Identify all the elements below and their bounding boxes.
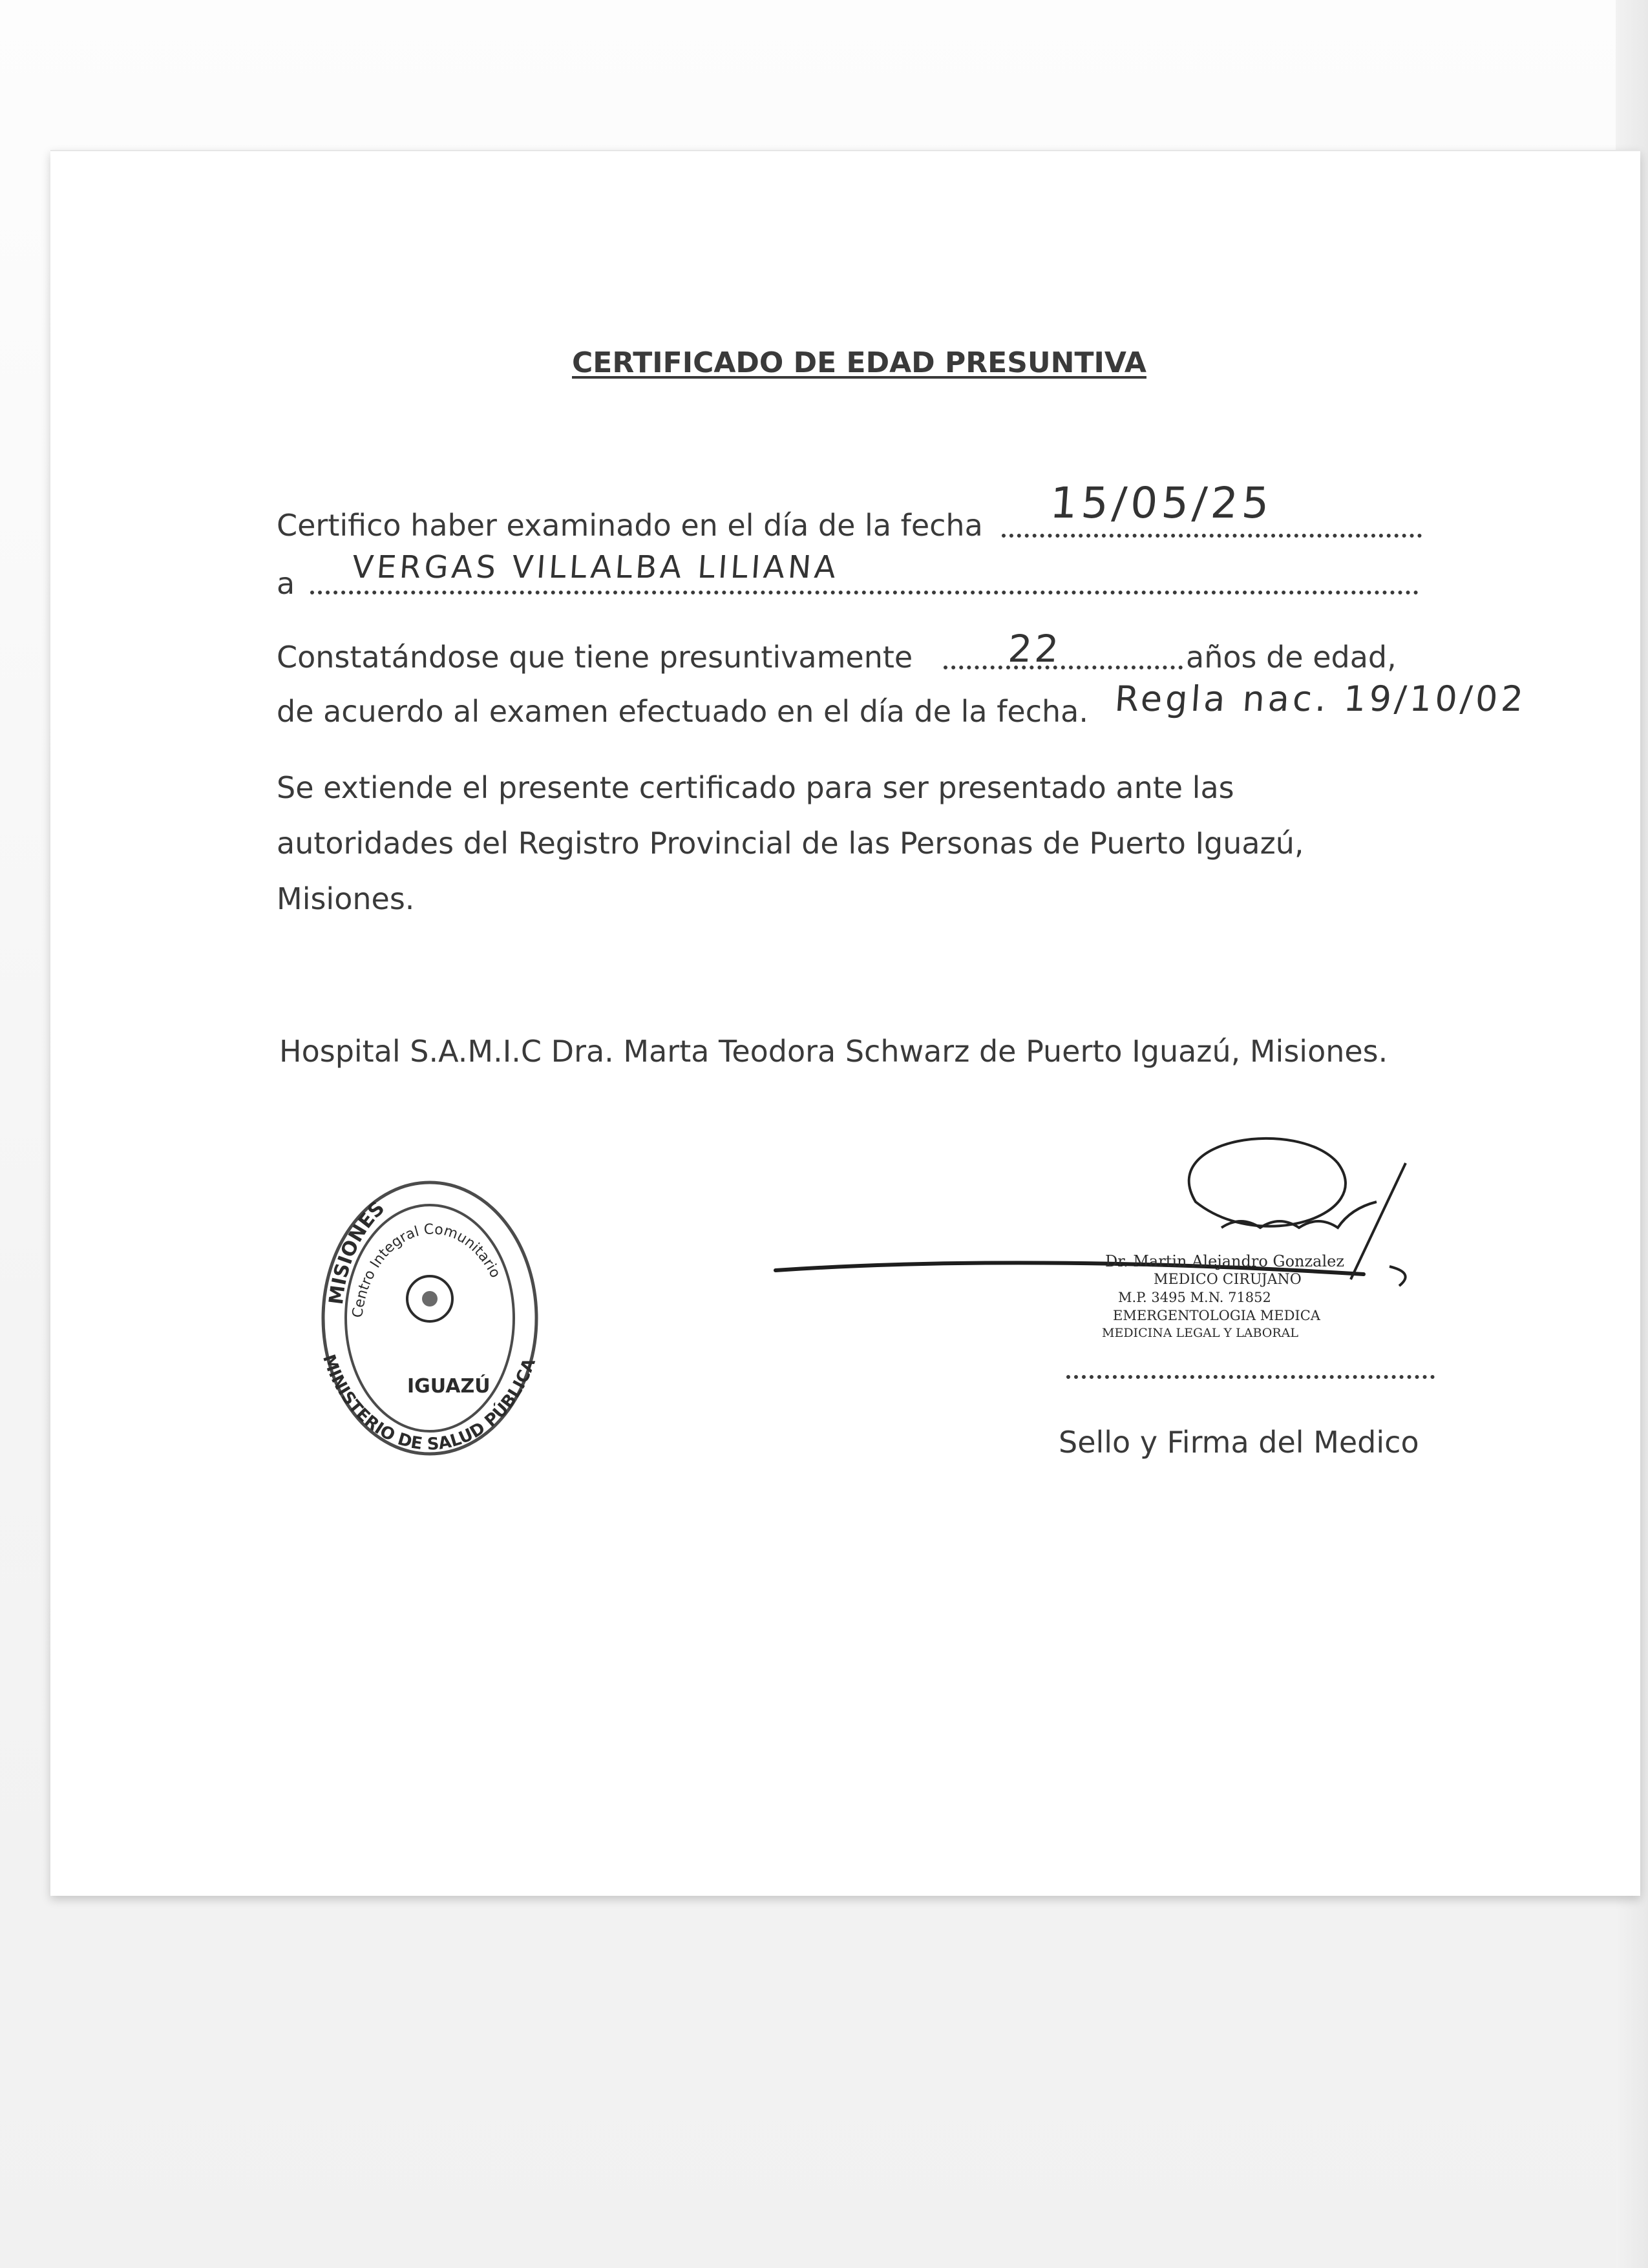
- paragraph-line-1: Se extiende el presente certificado para ser presentado ante las: [277, 770, 1234, 805]
- paragraph-line-2: autoridades del Registro Provincial de las Personas de Puerto Iguazú,: [277, 826, 1304, 861]
- doctor-stamp-title: MEDICO CIRUJANO: [1154, 1272, 1302, 1288]
- examined-date-label: Certifico haber examinado en el día de la fecha: [277, 508, 983, 543]
- doctor-stamp-specialty-2: MEDICINA LEGAL Y LABORAL: [1102, 1326, 1298, 1340]
- stamp-center-text: IGUAZÚ: [407, 1375, 491, 1398]
- patient-prefix: a: [277, 566, 295, 601]
- hospital-name: Hospital S.A.M.I.C Dra. Marta Teodora Schwarz de Puerto Iguazú, Misiones.: [279, 1034, 1388, 1069]
- stamp-outer-top-text: MISIONES: [324, 1197, 390, 1307]
- stamp-inner-text: Centro Integral Comunitario: [350, 1221, 503, 1319]
- stamp-outer-bottom-text: MINISTERIO DE SALUD PÚBLICA: [319, 1352, 540, 1454]
- doctor-stamp-name: Dr. Martin Alejandro Gonzalez: [1105, 1252, 1344, 1270]
- age-label: Constatándose que tiene presuntivamente: [277, 640, 913, 675]
- signature-stroke: [769, 1124, 1428, 1318]
- exam-date-handwritten: Regla nac. 19/10/02: [1113, 678, 1528, 719]
- paragraph-line-3: Misiones.: [277, 881, 415, 916]
- patient-name-dots: [310, 591, 1419, 594]
- age-dots: [944, 666, 1183, 669]
- examined-date-handwritten: 15/05/25: [1048, 478, 1275, 528]
- exam-date-label: de acuerdo al examen efectuado en el día de la fecha.: [277, 694, 1088, 729]
- certificate-sheet: [50, 150, 1640, 1896]
- certificate-title: CERTIFICADO DE EDAD PRESUNTIVA: [572, 346, 1146, 379]
- signature-caption: Sello y Firma del Medico: [1059, 1425, 1419, 1460]
- signature-dots: [1066, 1375, 1435, 1379]
- age-handwritten: 22: [1006, 627, 1063, 671]
- examined-date-dots: [1002, 534, 1422, 538]
- round-stamp: [304, 1144, 562, 1480]
- doctor-stamp-specialty: EMERGENTOLOGIA MEDICA: [1113, 1308, 1320, 1323]
- doctor-stamp-registration: M.P. 3495 M.N. 71852: [1118, 1290, 1271, 1305]
- age-suffix: años de edad,: [1186, 640, 1397, 675]
- patient-name-handwritten: VERGAS VILLALBA LILIANA: [351, 549, 840, 585]
